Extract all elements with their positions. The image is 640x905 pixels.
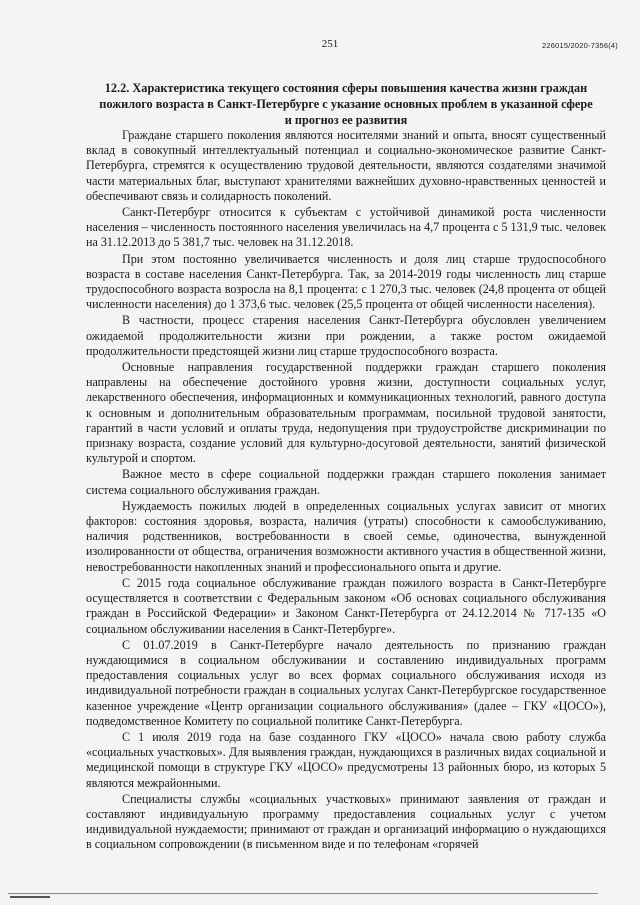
document-id: 226015/2020-7356(4): [542, 41, 618, 50]
paragraph: В частности, процесс старения населения Санкт-Петербурга обусловлен увеличением ожидаемой продолжительности жизни при рождении, а также ростом ожидаемой продолжительности предстоящей жизни лиц старше трудоспособного возраста.: [86, 313, 606, 358]
page-number: 251: [321, 38, 339, 50]
document-body: [86, 128, 606, 854]
paragraph: При этом постоянно увеличивается численность и доля лиц старше трудоспособного возраста в составе населения Санкт-Петербурга. Так, за 2014-2019 годы численность лиц старше трудоспособного возраста возросла на 8,1 процента: с 1 270,3 тыс. человек (24,8 процента от общей численности населения) до 1 373,6 тыс. человек (25,5 процента от общей численности населения).: [86, 251, 606, 312]
paragraph: Санкт-Петербург относится к субъектам с устойчивой динамикой роста численности населения – численность постоянного населения увеличилась на 4,7 процента с 5 131,9 тыс. человек на 31.12.2013 до 5 381,7 тыс. человек на 31.12.2018.: [86, 205, 606, 250]
scan-bottom-edge: [8, 893, 598, 894]
paragraph: Граждане старшего поколения являются носителями знаний и опыта, вносят существенный вклад в совокупный интеллектуальный потенциал и социально-экономическое развитие Санкт-Петербурга, стремятся к осуществлению трудовой деятельности, являются создателями значимой части материальных благ, выступают хранителями важнейших духовно-нравственных ценностей и обеспечивают связь и солидарность поколений.: [86, 128, 606, 203]
paragraph: С 1 июля 2019 года на базе созданного ГКУ «ЦОСО» начала свою работу служба «социальных участковых». Для выявления граждан, нуждающихся в различных видах социальной и медицинской помощи в структуре ГКУ «ЦОСО» предусмотрены 13 районных бюро, из которых 5 являются межрайонными.: [86, 729, 606, 790]
paragraph: С 01.07.2019 в Санкт-Петербурге начало деятельность по признанию граждан нуждающимися в социальном обслуживании и составлению индивидуальных программ предоставления социальных услуг во всех формах социального обслуживания исходя из индивидуальной потребности граждан в социальных услугах Санкт-Петербургское государственное казенное учреждение «Центр организации социального обслуживания» (далее – ГКУ «ЦОСО»), подведомственное Комитету по социальной политике Санкт-Петербурга.: [86, 637, 606, 728]
paragraph: С 2015 года социальное обслуживание граждан пожилого возраста в Санкт-Петербурге осуществляется в соответствии с Федеральным законом «Об основах социального обслуживания граждан в Российской Федерации» и Законом Санкт-Петербурга от 24.12.2014 № 717-135 «О социальном обслуживании населения в Санкт-Петербурге».: [86, 575, 606, 636]
section-heading: 12.2. Характеристика текущего состояния сферы повышения качества жизни граждан пожилого возраста в Санкт-Петербурге с указание основных проблем в указанной сфере и прогноз ее развития: [99, 81, 593, 127]
paragraph: Важное место в сфере социальной поддержки граждан старшего поколения занимает система социального обслуживания граждан.: [86, 467, 606, 497]
paragraph: Основные направления государственной поддержки граждан старшего поколения направлены на обеспечение достойного уровня жизни, доступности социальных услуг, лекарственного обеспечения, информационных и коммуникационных технологий, равного доступа к основным и дополнительным образовательным программам, посильной трудовой занятости, гарантий в части условий и оплаты труда, недопущения при трудоустройстве дискриминации по признаку возраста, создание условий для культурно-досуговой деятельности, занятий физической культурой и спортом.: [86, 360, 606, 466]
scan-artifact: [10, 896, 50, 898]
paragraph: Специалисты службы «социальных участковых» принимают заявления от граждан и составляют индивидуальную программу предоставления социальных услуг с учетом индивидуальной нуждаемости; принимают от граждан и организаций информацию о нуждающихся в социальном сопровождении (в письменном виде и по телефонам «горячей: [86, 791, 606, 852]
paragraph: Нуждаемость пожилых людей в определенных социальных услугах зависит от многих факторов: состояния здоровья, возраста, наличия (утраты) способности к самообслуживанию, наличия родственников, востребованности в своей семье, одиночества, вынужденной изолированности от общества, ограничения возможности активного участия в общественной жизни, невостребованности накопленных знаний и профессионального опыта и другие.: [86, 498, 607, 574]
